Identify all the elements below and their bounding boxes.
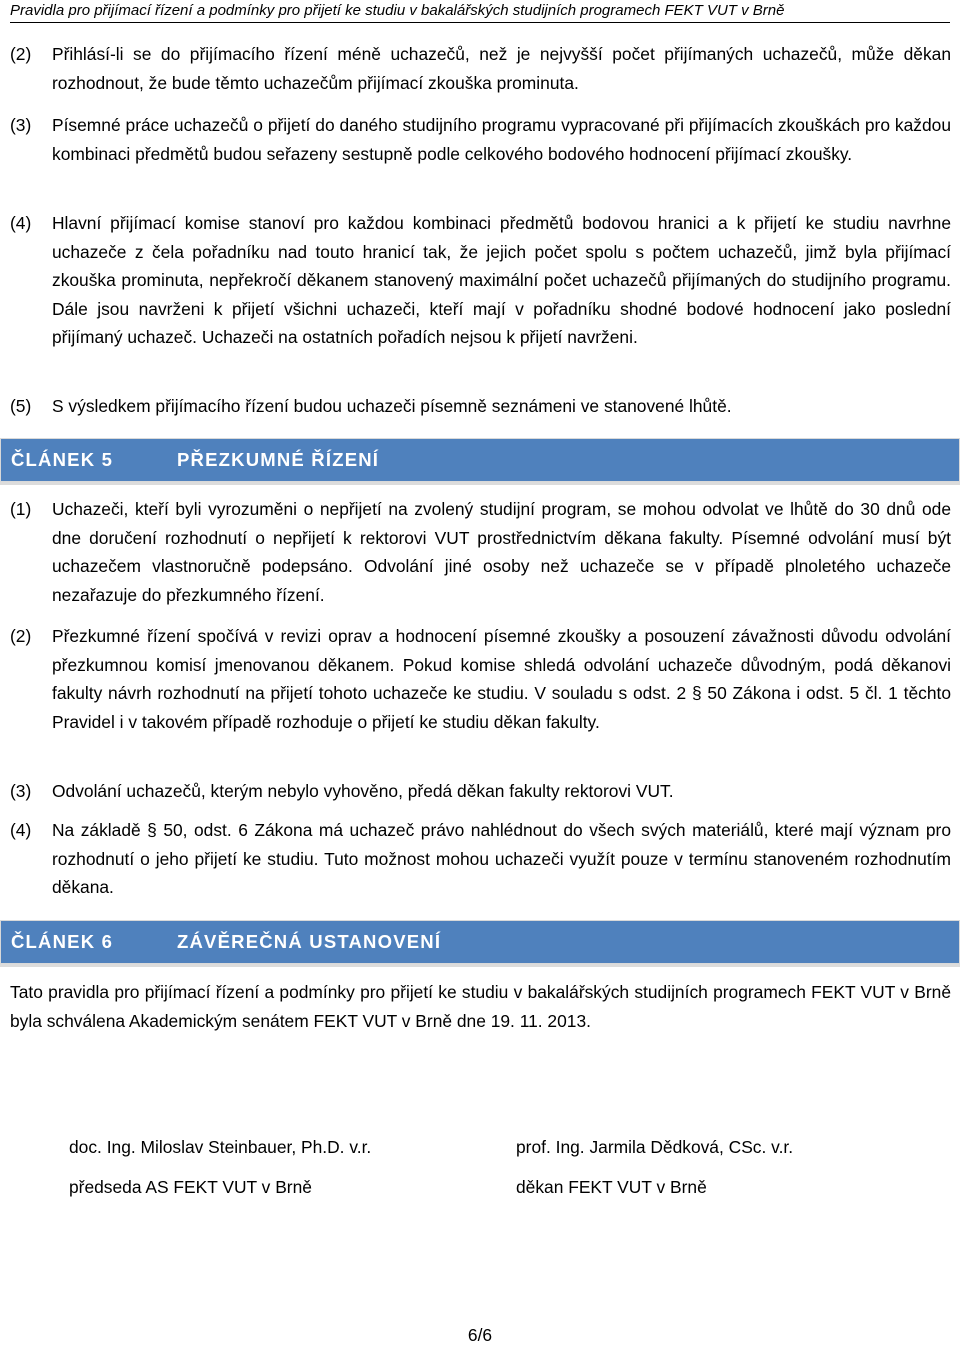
- item-number: (1): [10, 499, 32, 519]
- item-text: Uchazeči, kteří byli vyrozuměni o nepřijetí na zvolený studijní program, se mohou odvolat ve lhůtě do 30 dnů ode dne doručení rozhodnutí o nepřijetí k rektorovi VUT prostřednictvím děkana fakulty. Písemné odvolání musí být uchazečem vlastnoručně podepsáno. Odvolání jiné osoby než uchazeče se v případě plnoletého uchazeče nezařazuje do přezkumného řízení.: [52, 499, 951, 605]
- article5-item-4: [10, 816, 951, 902]
- section-label: ČLÁNEK 6: [11, 931, 114, 952]
- signatory-1-role: předseda AS FEKT VUT v Brně: [69, 1177, 312, 1197]
- item-text: Přihlásí-li se do přijímacího řízení méně uchazečů, než je nejvyšší počet přijímaných uchazečů, může děkan rozhodnout, že bude těmto uchazečům přijímací zkouška prominuta.: [52, 44, 951, 93]
- signatory-2-name: prof. Ing. Jarmila Dědková, CSc. v.r.: [516, 1137, 794, 1157]
- article5-item-2: [10, 622, 951, 736]
- item-text: Hlavní přijímací komise stanoví pro každou kombinaci předmětů bodovou hranici a k přijetí ke studiu navrhne uchazeče z čela pořadníku nad touto hranicí tak, že jejich počet spolu s počtem uchazečů, jimž byla přijímací zkouška prominuta, nepřekročí děkanem stanovený maximální počet uchazečů přijímaných do studijního programu. Dále jsou navrženi k přijetí všichni uchazeči, kteří mají v pořadníku shodné bodové hodnocení jako poslední přijímaný uchazeč. Uchazeči na ostatních pořadích nejsou k přijetí navrženi.: [52, 213, 951, 347]
- item-number: (4): [10, 820, 32, 840]
- closing-statement: Tato pravidla pro přijímací řízení a podmínky pro přijetí ke studiu v bakalářských studijních programech FEKT VUT v Brně byla schválena Akademickým senátem FEKT VUT v Brně dne 19. 11. 2013.: [10, 982, 951, 1031]
- signatory-1-name: doc. Ing. Miloslav Steinbauer, Ph.D. v.r.: [69, 1137, 372, 1157]
- item-number: (3): [10, 781, 32, 801]
- item-number: (2): [10, 44, 32, 64]
- article4-item-2: [10, 40, 951, 97]
- item-text: Odvolání uchazečů, kterým nebylo vyhověno, předá děkan fakulty rektorovi VUT.: [52, 781, 674, 801]
- item-text: S výsledkem přijímacího řízení budou uchazeči písemně seznámeni ve stanovené lhůtě.: [52, 396, 732, 416]
- item-text: Přezkumné řízení spočívá v revizi oprav a hodnocení písemné zkoušky a posouzení závažnosti důvodu odvolání přezkumnou komisí jmenovanou děkanem. Pokud komise shledá odvolání uchazeče důvodným, podá děkanovi fakulty návrh rozhodnutí na přijetí tohoto uchazeče ke studiu. V souladu s odst. 2 § 50 Zákona i odst. 5 čl. 1 těchto Pravidel i v takovém případě rozhoduje o přijetí ke studiu děkan fakulty.: [52, 626, 951, 732]
- item-number: (4): [10, 213, 32, 233]
- item-text: Písemné práce uchazečů o přijetí do daného studijního programu vypracované při přijímacích zkouškách pro každou kombinaci předmětů budou seřazeny sestupně podle celkového bodového hodnocení přijímací zkoušky.: [52, 115, 951, 164]
- article4-item-5: [10, 392, 951, 421]
- article5-item-1: [10, 495, 951, 609]
- section-title: PŘEZKUMNÉ ŘÍZENÍ: [177, 449, 380, 470]
- page-number: 6/6: [467, 1325, 493, 1345]
- running-header: Pravidla pro přijímací řízení a podmínky pro přijetí ke studiu v bakalářských studijních programech FEKT VUT v Brně: [10, 0, 950, 23]
- article5-item-3: [10, 777, 951, 806]
- section-heading-article5: [0, 438, 960, 482]
- item-text: Na základě § 50, odst. 6 Zákona má uchazeč právo nahlédnout do všech svých materiálů, které mají význam pro rozhodnutí o jeho přijetí ke studiu. Tuto možnost mohou uchazeči využít pouze v termínu stanoveném rozhodnutím děkana.: [52, 820, 951, 897]
- article4-item-4: [10, 209, 951, 352]
- item-number: (2): [10, 626, 32, 646]
- article4-item-3: [10, 111, 951, 168]
- section-heading-article6: [0, 920, 960, 964]
- section-label: ČLÁNEK 5: [11, 449, 114, 470]
- item-number: (3): [10, 115, 32, 135]
- signatory-2-role: děkan FEKT VUT v Brně: [516, 1177, 707, 1197]
- section-title: ZÁVĚREČNÁ USTANOVENÍ: [177, 931, 442, 952]
- item-number: (5): [10, 396, 32, 416]
